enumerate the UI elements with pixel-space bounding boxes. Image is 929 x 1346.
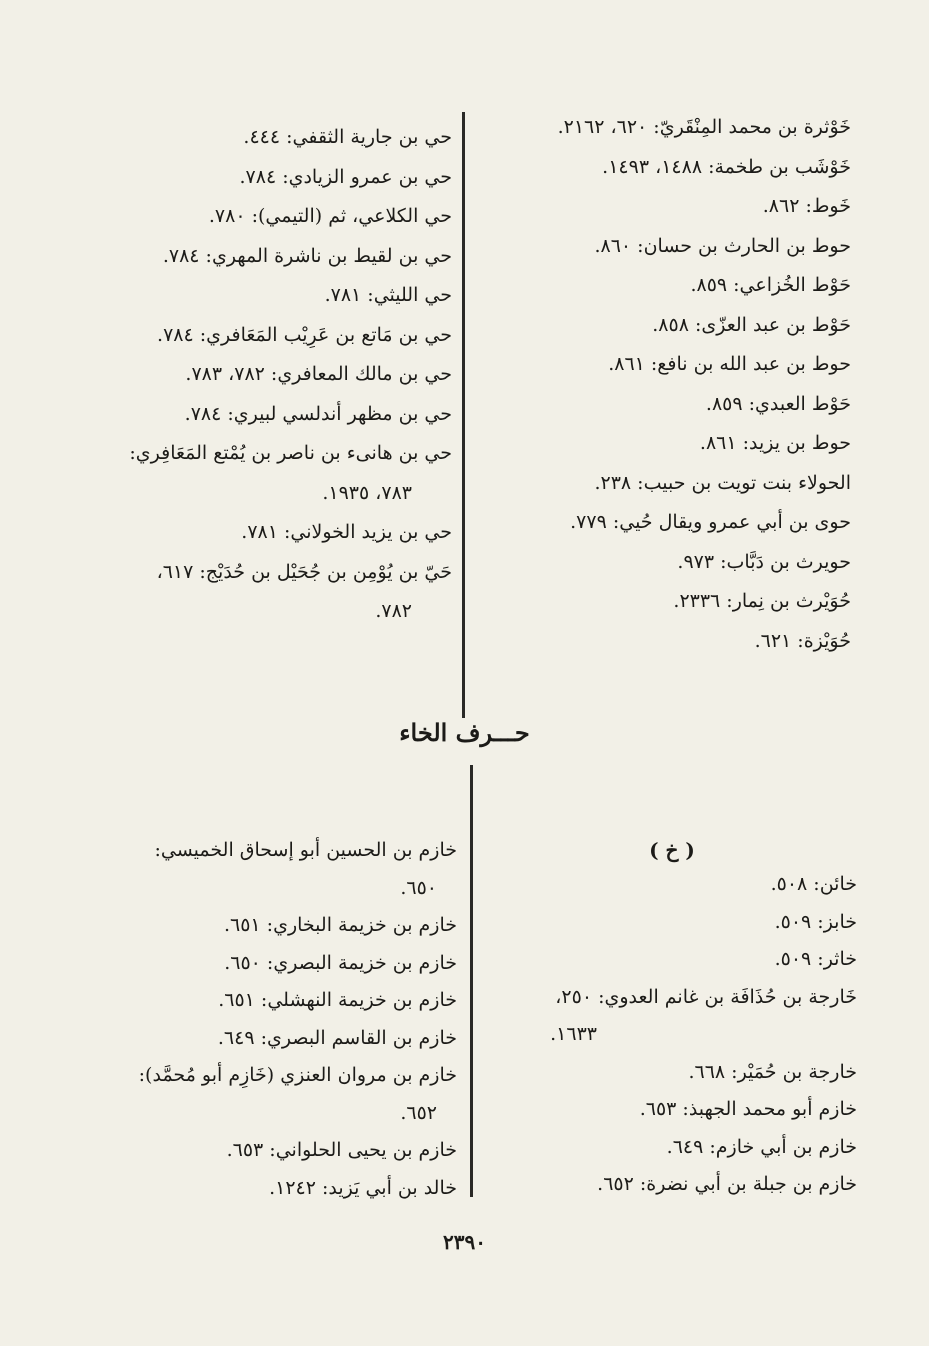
- index-entry: خَوط: ٨٦٢.: [762, 195, 851, 217]
- index-entry: حي بن يزيد الخولاني: ٧٨١.: [241, 521, 452, 543]
- index-entry: حي بن مظهر أندلسي لبيري: ٧٨٤.: [184, 402, 452, 425]
- index-entry: حَوْط بن عبد العزّى: ٨٥٨.: [652, 313, 851, 336]
- index-entry-continuation: ٦٥٠.: [400, 876, 437, 899]
- index-entry: حي بن لقيط بن ناشرة المهري: ٧٨٤.: [162, 244, 452, 267]
- index-entry: خازم بن أبي خازم: ٦٤٩.: [666, 1135, 857, 1158]
- index-entry: خابز: ٥٠٩.: [774, 910, 857, 933]
- index-entry: حَيّ بن يُوْمِن بن جُحَيْل بن حُدَيْج: ٦١٧،: [156, 560, 452, 583]
- index-entry: حوى بن أبي عمرو ويقال حُيي: ٧٧٩.: [570, 511, 851, 533]
- column-divider-top: [462, 112, 465, 718]
- index-entry: خائن: ٥٠٨.: [770, 873, 857, 895]
- bottom-left-column: [77, 832, 457, 1207]
- index-entry: خَوْشَب بن طخمة: ١٤٨٨، ١٤٩٣.: [602, 155, 851, 178]
- index-entry: خازم بن يحيى الحلواني: ٦٥٣.: [226, 1139, 457, 1161]
- index-entry: خالد بن أبي يَزيد: ١٢٤٢.: [269, 1176, 457, 1199]
- index-entry-continuation: ٦٥٢.: [400, 1101, 437, 1124]
- index-entry: خازم بن جبلة بن أبي نضرة: ٦٥٢.: [597, 1173, 857, 1195]
- top-right-column: [471, 108, 851, 661]
- index-entry: حُوَيْرث بن نِمار: ٢٣٣٦.: [673, 590, 851, 612]
- index-entry: حي بن مَاتع بن عَرِيْب المَعَافري: ٧٨٤.: [157, 323, 452, 346]
- index-entry: الحولاء بنت تويت بن حبيب: ٢٣٨.: [594, 471, 851, 494]
- index-entry: خَارجة بن حُذَافَة بن غانم العدوي: ٢٥٠،: [555, 985, 857, 1008]
- page-number: ٢٣٩٠: [443, 1230, 486, 1254]
- index-entry: حويرث بن دَبَّاب: ٩٧٣.: [677, 550, 851, 573]
- index-entry-continuation: ٧٨٢.: [375, 600, 412, 622]
- section-heading: حـــرف الخاء: [399, 718, 530, 747]
- index-entry: خازم بن خزيمة البخاري: ٦٥١.: [223, 914, 457, 936]
- top-left-column: [72, 118, 452, 632]
- index-entry: حي بن جارية الثقفي: ٤٤٤.: [243, 126, 452, 148]
- index-entry: حَوْط الخُزاعي: ٨٥٩.: [690, 274, 851, 296]
- index-entry-continuation: ١٦٣٣.: [550, 1023, 597, 1045]
- index-entry: خازم أبو محمد الجهبذ: ٦٥٣.: [639, 1098, 857, 1120]
- index-entry: خازم بن القاسم البصري: ٦٤٩.: [217, 1026, 457, 1049]
- index-entry: حوط بن الحارث بن حسان: ٨٦٠.: [594, 234, 851, 257]
- index-entry: خاثر: ٥٠٩.: [774, 948, 857, 970]
- index-entry: خازم بن خزيمة النهشلي: ٦٥١.: [218, 989, 457, 1011]
- index-entry: خازم بن مروان العنزي (خَازِم أبو مُحمَّد):: [138, 1064, 457, 1086]
- index-entry: حي بن عمرو الزيادي: ٧٨٤.: [239, 165, 452, 188]
- index-entry: خارجة بن حُمَيْر: ٦٦٨.: [688, 1060, 857, 1083]
- index-entry-continuation: ٧٨٣، ١٩٣٥.: [322, 481, 412, 504]
- bottom-right-column: [477, 866, 857, 1204]
- index-entry: حي بن هانىء بن ناصر بن يُمْتع المَعَافِري:: [129, 442, 452, 464]
- index-entry: خازم بن الحسين أبو إسحاق الخميسي:: [154, 839, 457, 861]
- column-divider-bottom: [470, 765, 473, 1197]
- index-entry: حوط بن يزيد: ٨٦١.: [699, 432, 851, 454]
- index-entry: حوط بن عبد الله بن نافع: ٨٦١.: [608, 353, 851, 375]
- index-entry: حَوْط العبدي: ٨٥٩.: [705, 392, 851, 415]
- index-entry: خازم بن خزيمة البصري: ٦٥٠.: [224, 951, 457, 974]
- index-entry: خَوْثرة بن محمد المِنْقَريّ: ٦٢٠، ٢١٦٢.: [557, 116, 851, 138]
- letter-mark: ( خ ): [649, 838, 695, 862]
- index-entry: حي الكلاعي، ثم (التيمي): ٧٨٠.: [208, 205, 452, 227]
- index-entry: حُوَيْزة: ٦٢١.: [754, 629, 851, 652]
- index-entry: حي الليثي: ٧٨١.: [324, 284, 452, 306]
- index-entry: حي بن مالك المعافري: ٧٨٢، ٧٨٣.: [185, 363, 452, 385]
